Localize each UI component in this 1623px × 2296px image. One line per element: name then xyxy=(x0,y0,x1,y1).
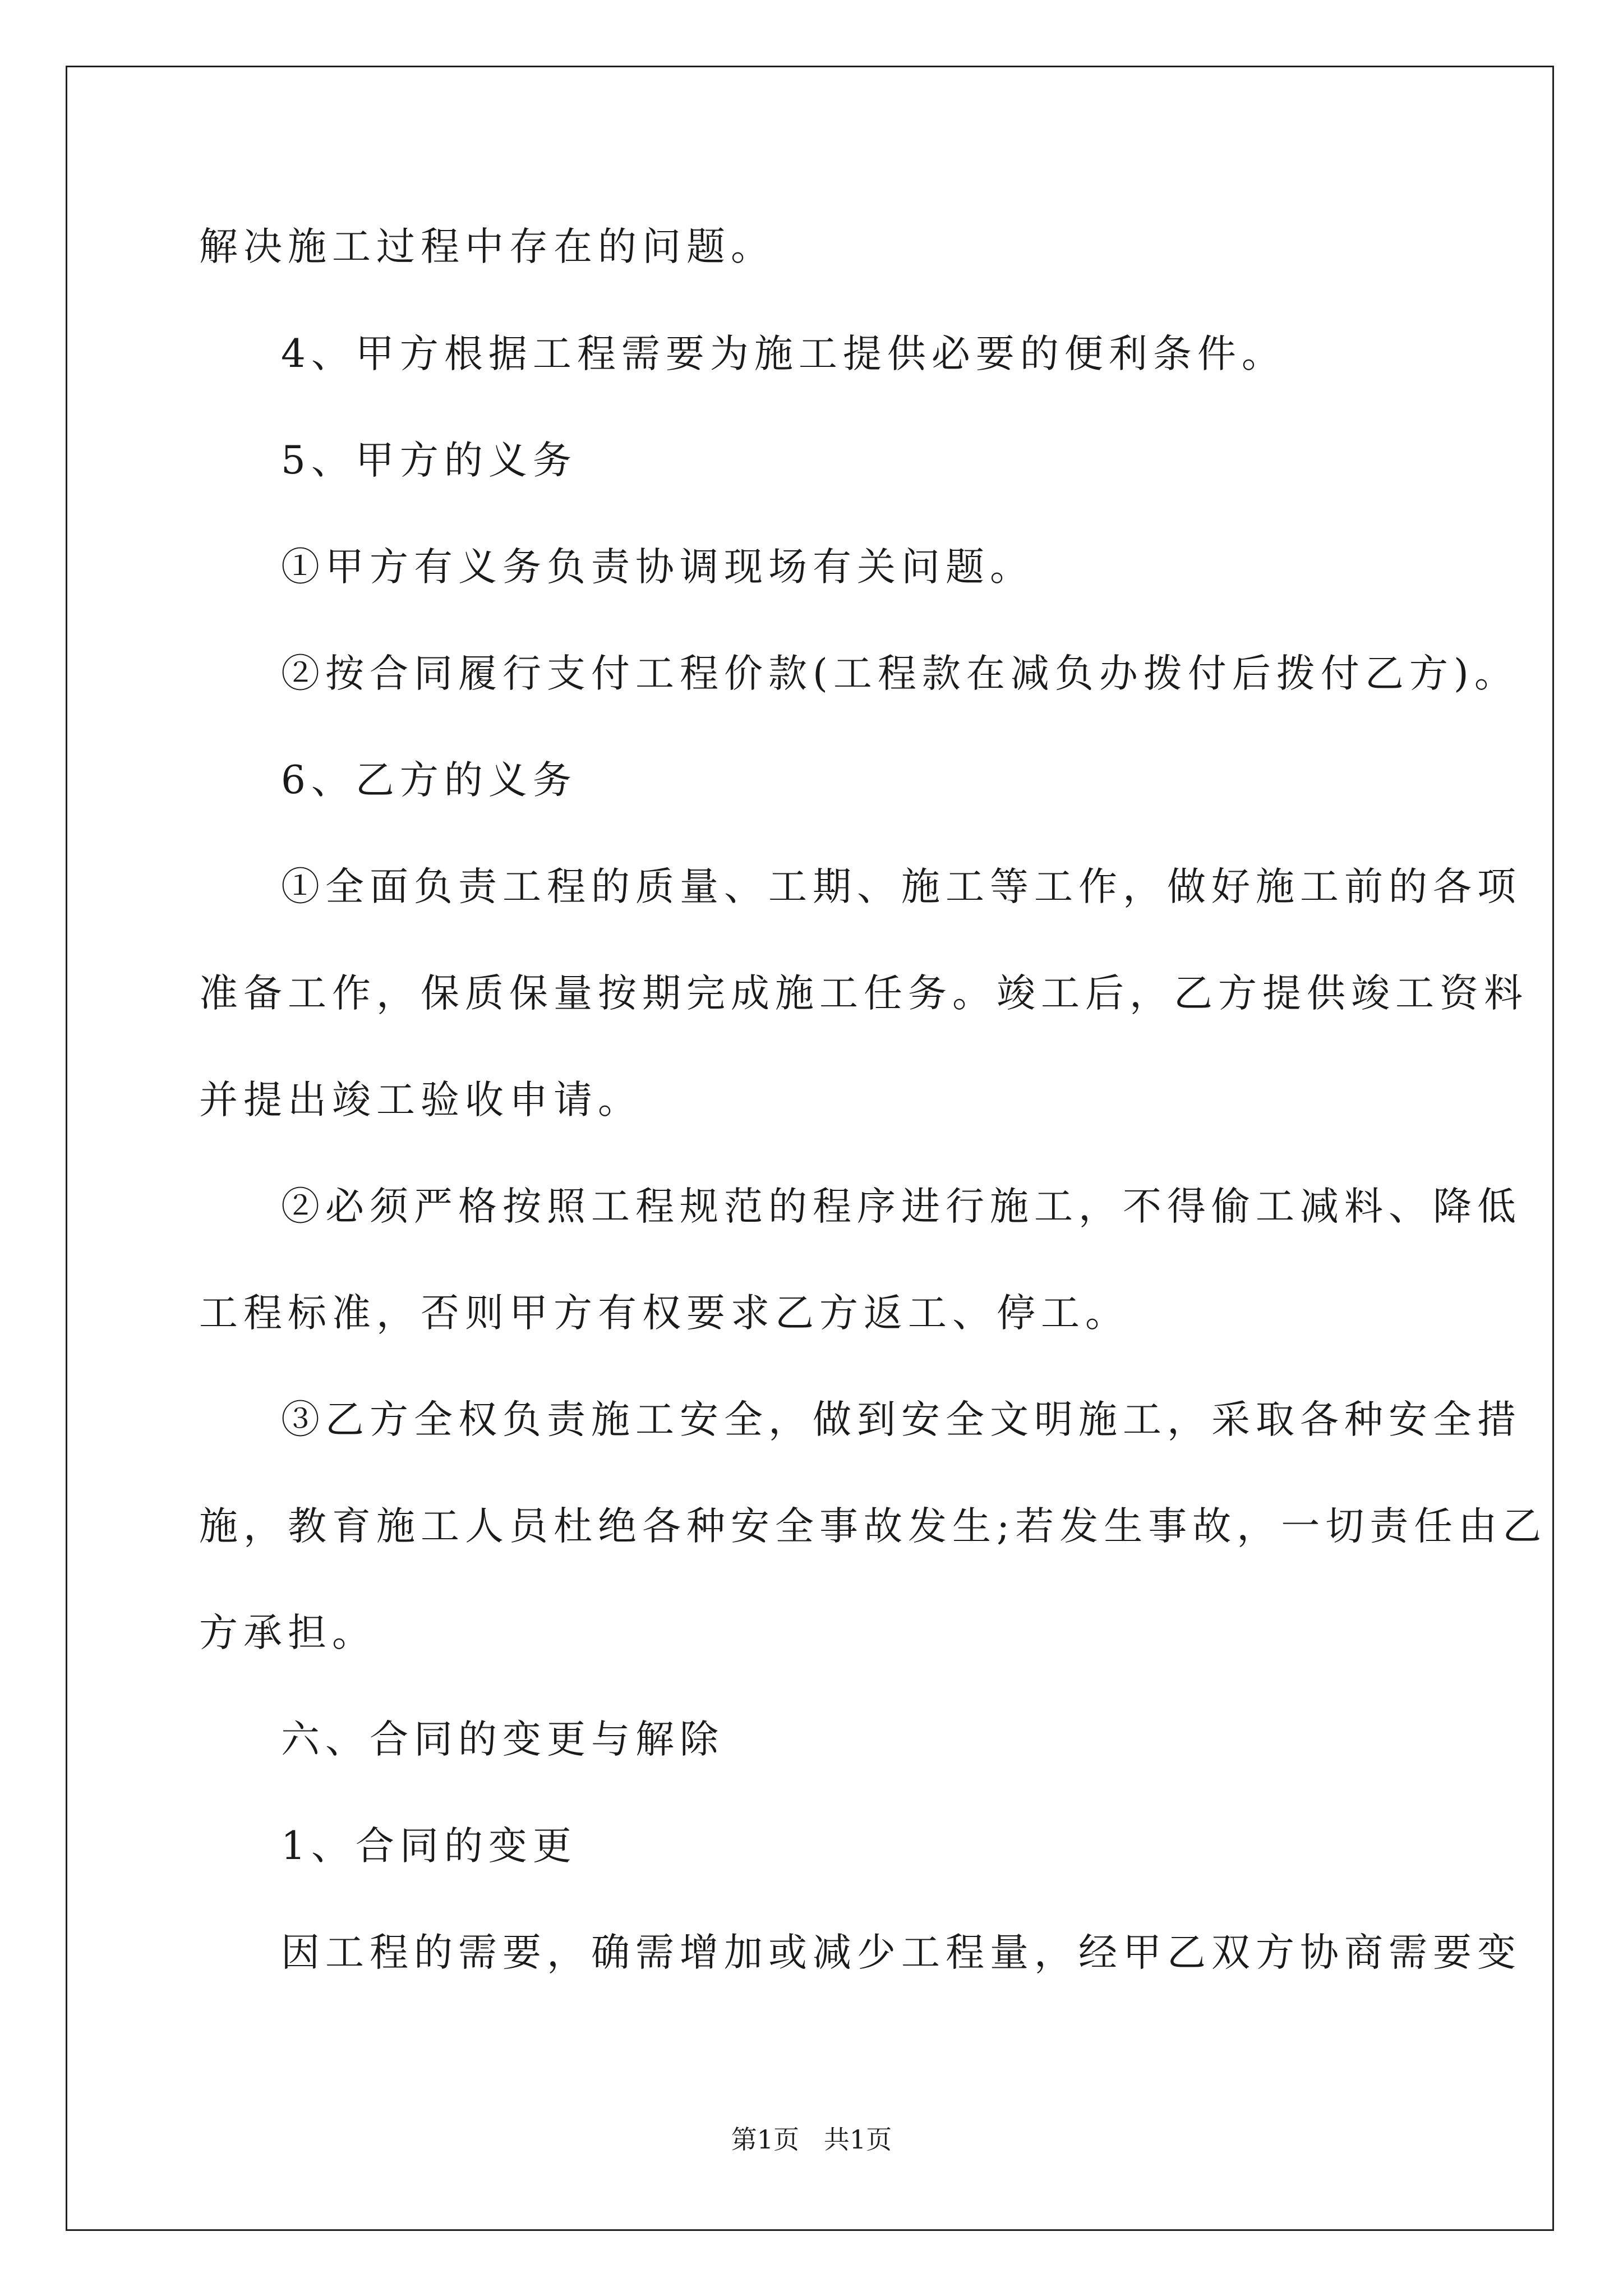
text-line: 5、甲方的义务 xyxy=(281,438,577,483)
text-line: 4、甲方根据工程需要为施工提供必要的便利条件。 xyxy=(281,332,1286,376)
text-line: 准备工作，保质保量按期完成施工任务。竣工后，乙方提供竣工资料 xyxy=(199,971,1528,1016)
text-line: 方承担。 xyxy=(199,1611,376,1655)
text-line: 因工程的需要，确需增加或减少工程量，经甲乙双方协商需要变 xyxy=(281,1930,1521,1975)
text-line: 工程标准，否则甲方有权要求乙方返工、停工。 xyxy=(199,1291,1129,1336)
text-line: ①甲方有义务负责协调现场有关问题。 xyxy=(281,545,1034,590)
text-line: 并提出竣工验收申请。 xyxy=(199,1078,642,1122)
text-line: 1、合同的变更 xyxy=(281,1824,577,1869)
page-footer: 第1页 共1页 xyxy=(731,2124,892,2155)
text-line: 6、乙方的义务 xyxy=(281,758,577,803)
page-border xyxy=(66,66,1554,2231)
text-line: ②按合同履行支付工程价款(工程款在减负办拨付后拨付乙方)。 xyxy=(281,651,1519,696)
text-line: ②必须严格按照工程规范的程序进行施工，不得偷工减料、降低 xyxy=(281,1184,1521,1229)
text-line: ③乙方全权负责施工安全，做到安全文明施工，采取各种安全措 xyxy=(281,1397,1521,1442)
text-line: 解决施工过程中存在的问题。 xyxy=(199,224,775,269)
text-line: 施，教育施工人员杜绝各种安全事故发生;若发生事故，一切责任由乙 xyxy=(199,1504,1547,1549)
text-line: 六、合同的变更与解除 xyxy=(281,1717,724,1762)
text-line: ①全面负责工程的质量、工期、施工等工作，做好施工前的各项 xyxy=(281,864,1521,909)
